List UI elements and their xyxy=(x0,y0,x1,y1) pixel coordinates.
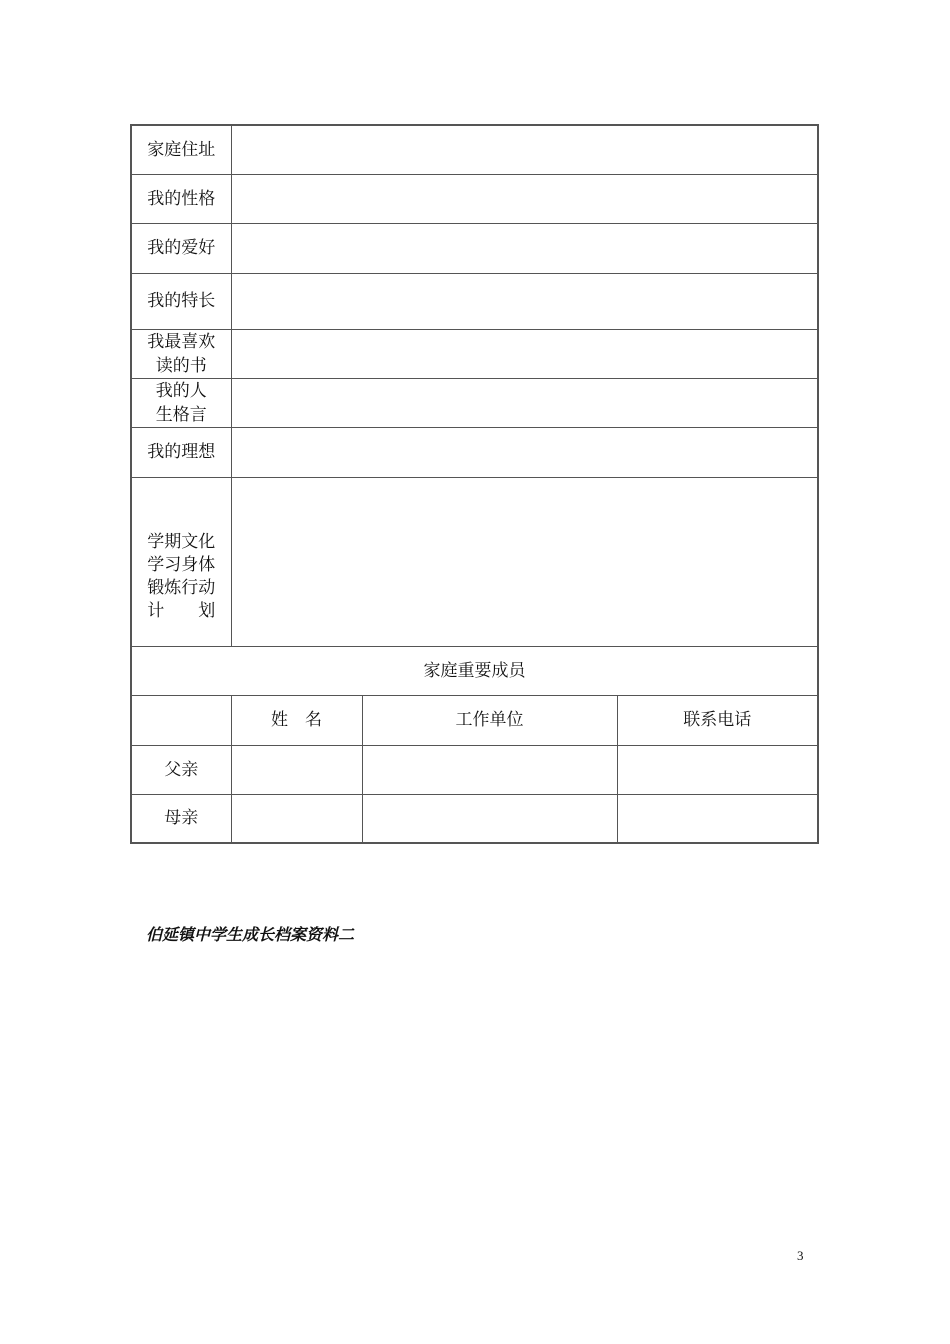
row-hobbies xyxy=(131,223,818,273)
field-hobbies[interactable] xyxy=(231,223,818,273)
father-phone-field[interactable] xyxy=(617,745,818,794)
label-life-motto xyxy=(131,378,231,427)
label-favorite-book-line1: 我最喜欢 xyxy=(147,331,216,352)
label-favorite-book xyxy=(131,329,231,378)
label-semester-plan xyxy=(131,477,231,646)
mother-phone-field[interactable] xyxy=(617,794,818,843)
label-specialty: 我的特长 xyxy=(131,273,231,329)
row-family-headers xyxy=(131,695,818,745)
field-semester-plan[interactable] xyxy=(231,477,818,646)
label-plan-line2: 学习身体 xyxy=(147,554,216,575)
label-plan-line3: 锻炼行动 xyxy=(147,577,216,598)
document-subtitle: 伯延镇中学生成长档案资料二 xyxy=(146,925,355,944)
field-specialty[interactable] xyxy=(231,273,818,329)
field-personality[interactable] xyxy=(231,174,818,223)
label-plan-line4: 计 划 xyxy=(147,600,216,621)
row-ideal xyxy=(131,427,818,477)
header-name: 姓 名 xyxy=(231,695,362,745)
father-name-field[interactable] xyxy=(231,745,362,794)
label-favorite-book-line2: 读的书 xyxy=(155,355,207,376)
field-favorite-book[interactable] xyxy=(231,329,818,378)
label-ideal: 我的理想 xyxy=(131,427,231,477)
row-favorite-book xyxy=(131,329,818,378)
label-personality: 我的性格 xyxy=(131,174,231,223)
label-life-motto-line2: 生格言 xyxy=(155,404,207,425)
field-home-address[interactable] xyxy=(231,125,818,174)
label-hobbies: 我的爱好 xyxy=(131,223,231,273)
header-phone: 联系电话 xyxy=(617,695,818,745)
label-life-motto-line1: 我的人 xyxy=(155,380,207,401)
father-workplace-field[interactable] xyxy=(362,745,617,794)
row-life-motto xyxy=(131,378,818,427)
mother-workplace-field[interactable] xyxy=(362,794,617,843)
field-ideal[interactable] xyxy=(231,427,818,477)
row-specialty xyxy=(131,273,818,329)
field-life-motto[interactable] xyxy=(231,378,818,427)
relation-mother: 母亲 xyxy=(131,794,231,843)
student-profile-form xyxy=(130,124,819,844)
label-plan-line1: 学期文化 xyxy=(147,531,216,552)
header-relation xyxy=(131,695,231,745)
table-row xyxy=(131,745,818,794)
row-personality xyxy=(131,174,818,223)
row-semester-plan xyxy=(131,477,818,646)
mother-name-field[interactable] xyxy=(231,794,362,843)
page-number: 3 xyxy=(797,1248,804,1263)
family-section-title: 家庭重要成员 xyxy=(131,646,818,695)
row-home-address xyxy=(131,125,818,174)
relation-father: 父亲 xyxy=(131,745,231,794)
row-family-title xyxy=(131,646,818,695)
label-home-address: 家庭住址 xyxy=(131,125,231,174)
header-workplace: 工作单位 xyxy=(362,695,617,745)
table-row xyxy=(131,794,818,843)
